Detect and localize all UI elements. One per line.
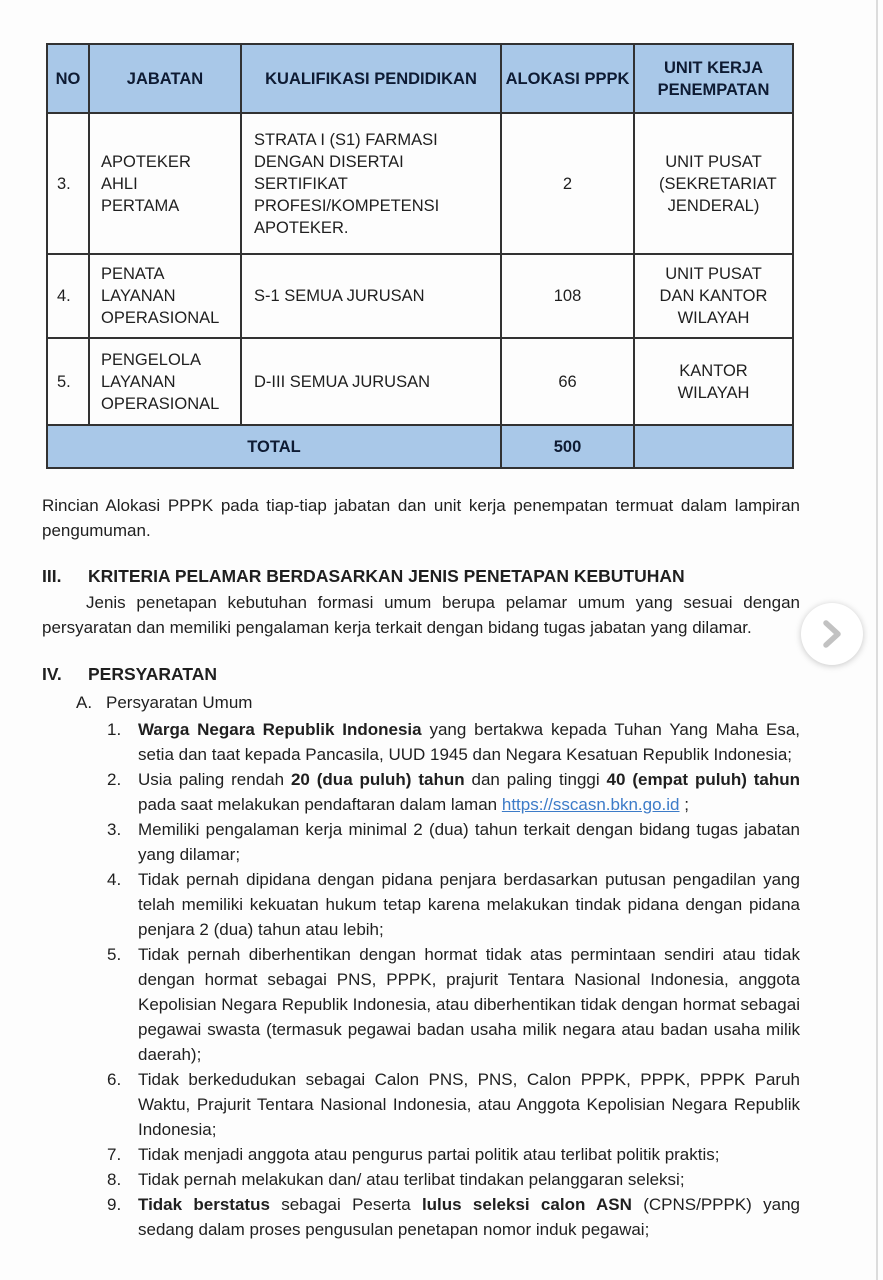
cell-no: 4.	[47, 254, 89, 338]
table-header-row	[47, 44, 793, 113]
sscasn-link[interactable]: https://sscasn.bkn.go.id	[501, 795, 680, 814]
table-total-row	[47, 425, 793, 468]
column-header-alokasi: ALOKASI PPPK	[501, 44, 634, 113]
cell-no: 3.	[47, 113, 89, 254]
item-number: 2.	[107, 770, 122, 789]
text-segment: Tidak berstatus	[138, 1195, 270, 1214]
requirement-item	[107, 817, 800, 867]
cell-alokasi: 108	[501, 254, 634, 338]
item-number: 7.	[107, 1145, 122, 1164]
item-text	[138, 1192, 800, 1242]
total-value-cell: 500	[501, 425, 634, 468]
text-segment: pada saat melakukan pendaftaran dalam laman	[138, 795, 502, 814]
column-header-unit-kerja: UNIT KERJA PENEMPATAN	[634, 44, 793, 113]
text-segment: 20 (dua puluh) tahun	[290, 770, 465, 789]
text-segment: 40 (empat puluh) tahun	[606, 770, 801, 789]
item-number: 9.	[107, 1195, 122, 1214]
item-text	[138, 1142, 800, 1167]
intro-paragraph: Rincian Alokasi PPPK pada tiap-tiap jabatan dan unit kerja penempatan termuat dalam lampiran pengumuman.	[42, 496, 800, 540]
section-number: IV.	[42, 664, 62, 684]
subsection-persyaratan-umum	[76, 690, 800, 715]
cell-unit-kerja: KANTOR WILAYAH	[634, 338, 793, 425]
section-number: III.	[42, 566, 62, 586]
item-number: 4.	[107, 870, 122, 889]
total-label-cell: TOTAL	[47, 425, 501, 468]
cell-alokasi: 66	[501, 338, 634, 425]
text-segment: Tidak pernah diberhentikan dengan hormat tidak atas permintaan sendiri atau tidak dengan hormat sebagai PNS, PPPK, prajurit Tentara Nasional Indonesia, anggota Kepolisian Negara Republik Indonesia, atau diberhentikan tidak dengan hormat sebagai pegawai swasta (termasuk pegawai badan usaha milik negara atau badan usaha milik daerah);	[138, 945, 800, 1064]
text-segment: Usia paling rendah	[138, 770, 291, 789]
item-number: 6.	[107, 1070, 122, 1089]
requirement-item	[107, 867, 800, 942]
requirement-item	[107, 767, 800, 817]
section-kriteria-paragraph: Jenis penetapan kebutuhan formasi umum berupa pelamar umum yang sesuai dengan persyaratan dan memiliki pengalaman kerja terkait dengan bidang tugas jabatan yang dilamar.	[42, 593, 800, 637]
text-segment: lulus seleksi calon ASN	[421, 1195, 632, 1214]
item-number: 3.	[107, 820, 122, 839]
item-text	[138, 717, 800, 767]
item-text	[138, 1067, 800, 1142]
cell-jabatan: APOTEKER AHLI PERTAMA	[89, 113, 241, 254]
text-segment: ;	[679, 795, 689, 814]
text-segment: sebagai Peserta	[269, 1195, 422, 1214]
text-segment: yang bertakwa kepada Tuhan Yang Maha Esa, setia dan taat kepada Pancasila, UUD 1945 dan Negara Kesatuan Republik Indonesia;	[138, 720, 800, 764]
allocation-table	[46, 43, 794, 469]
general-requirements-list	[42, 717, 800, 1242]
text-segment: dan paling tinggi	[464, 770, 607, 789]
item-text	[138, 942, 800, 1067]
item-text	[138, 767, 800, 817]
section-heading-persyaratan	[42, 662, 800, 687]
cell-kualifikasi: S-1 SEMUA JURUSAN	[241, 254, 501, 338]
column-header-jabatan: JABATAN	[89, 44, 241, 113]
item-text	[138, 817, 800, 867]
subsection-label: A.	[76, 693, 93, 712]
item-text	[138, 867, 800, 942]
section-title: PERSYARATAN	[88, 664, 218, 684]
cell-unit-kerja: UNIT PUSAT DAN KANTOR WILAYAH	[634, 254, 793, 338]
text-segment: (CPNS/PPPK) yang sedang dalam proses pengusulan penetapan nomor induk pegawai;	[138, 1195, 800, 1239]
total-empty-cell	[634, 425, 793, 468]
text-segment: Memiliki pengalaman kerja minimal 2 (dua) tahun terkait dengan bidang tugas jabatan yang dilamar;	[138, 820, 800, 864]
cell-unit-kerja: UNIT PUSAT (SEKRETARIAT JENDERAL)	[634, 113, 793, 254]
subsection-title: Persyaratan Umum	[106, 693, 253, 712]
text-segment: Tidak menjadi anggota atau pengurus partai politik atau terlibat politik praktis;	[138, 1145, 720, 1164]
column-header-no: NO	[47, 44, 89, 113]
slide-edge-divider	[876, 0, 878, 1280]
cell-jabatan: PENATA LAYANAN OPERASIONAL	[89, 254, 241, 338]
requirement-item	[107, 1067, 800, 1142]
text-segment: Tidak pernah melakukan dan/ atau terlibat tindakan pelanggaran seleksi;	[138, 1170, 685, 1189]
requirement-item	[107, 1192, 800, 1242]
table-row	[47, 338, 793, 425]
requirement-item	[107, 717, 800, 767]
carousel-next-button[interactable]	[801, 603, 863, 665]
section-title: KRITERIA PELAMAR BERDASARKAN JENIS PENETAPAN KEBUTUHAN	[88, 566, 685, 586]
item-number: 5.	[107, 945, 122, 964]
text-segment: Tidak berkedudukan sebagai Calon PNS, PNS, Calon PPPK, PPPK, PPPK Paruh Waktu, Prajurit Tentara Nasional Indonesia, atau Anggota Kepolisian Negara Republik Indonesia;	[138, 1070, 800, 1139]
text-segment: Tidak pernah dipidana dengan pidana penjara berdasarkan putusan pengadilan yang telah memiliki kekuatan hukum tetap karena melakukan tindak pidana dengan pidana penjara 2 (dua) tahun atau lebih;	[138, 870, 800, 939]
requirement-item	[107, 1167, 800, 1192]
text-segment: Warga Negara Republik Indonesia	[138, 720, 422, 739]
requirement-item	[107, 1142, 800, 1167]
cell-jabatan: PENGELOLA LAYANAN OPERASIONAL	[89, 338, 241, 425]
item-number: 8.	[107, 1170, 122, 1189]
table-row	[47, 113, 793, 254]
requirement-item	[107, 942, 800, 1067]
document-body	[42, 467, 800, 1242]
column-header-kualifikasi: KUALIFIKASI PENDIDIKAN	[241, 44, 501, 113]
chevron-right-icon	[819, 619, 845, 649]
item-number: 1.	[107, 720, 122, 739]
section-heading-kriteria	[42, 564, 800, 589]
item-text	[138, 1167, 800, 1192]
cell-no: 5.	[47, 338, 89, 425]
cell-kualifikasi: D-III SEMUA JURUSAN	[241, 338, 501, 425]
cell-kualifikasi: STRATA I (S1) FARMASI DENGAN DISERTAI SERTIFIKAT PROFESI/KOMPETENSI APOTEKER.	[241, 113, 501, 254]
cell-alokasi: 2	[501, 113, 634, 254]
table-row	[47, 254, 793, 338]
